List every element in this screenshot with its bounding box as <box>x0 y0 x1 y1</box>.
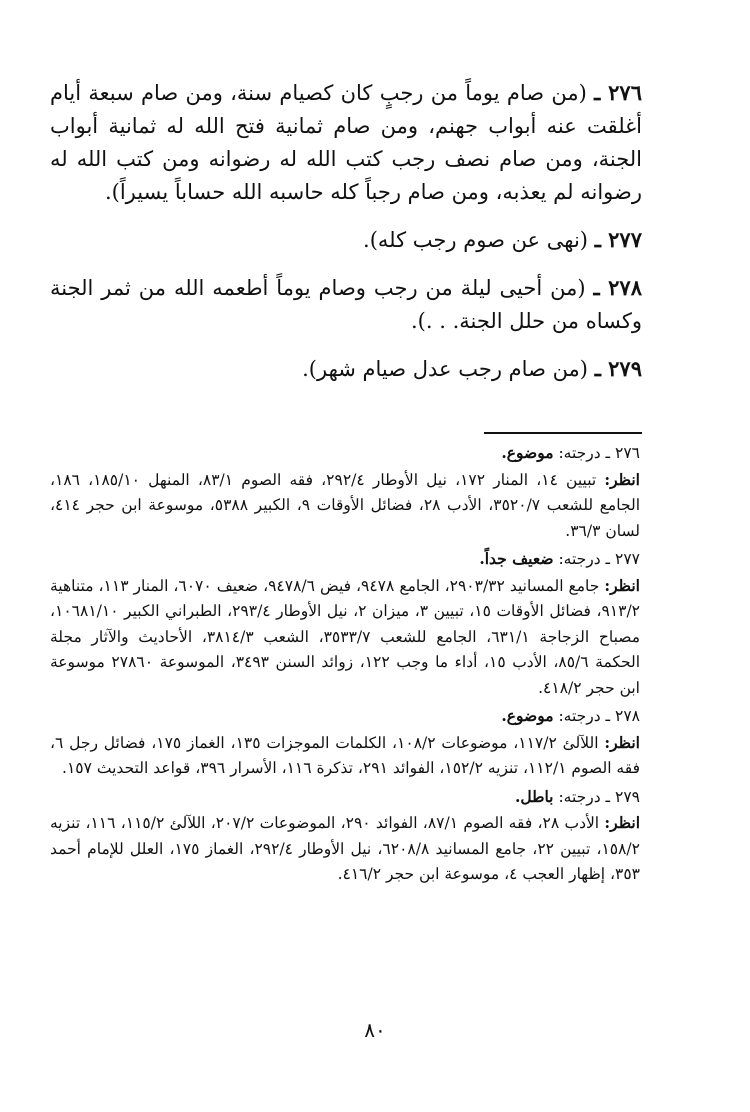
hadith-number: ٢٧٩ ـ <box>594 356 642 381</box>
footnote-references <box>50 810 640 888</box>
footnote-label: ٢٧٧ ـ درجته: <box>558 550 640 568</box>
footnote-label: ٢٧٨ ـ درجته: <box>558 707 640 725</box>
references-text: اللآلئ ١١٧/٢، موضوعات ١٠٨/٢، الكلمات الموجزات ١٣٥، الغماز ١٧٥، فضائل رجل ٦، فقه الصوم ١١٢/١، تنزيه ١٥٢/٢، الفوائد ٢٩١، تذكرة ١١٦، الأسرار ٣٩٦، قواعد التحديث ١٥٧. <box>50 733 640 777</box>
footnotes <box>50 440 640 890</box>
see-label: انظر: <box>604 575 640 595</box>
page-number: ٨٠ <box>364 1018 386 1042</box>
footnote-heading <box>50 703 640 730</box>
footnote-heading <box>50 546 640 573</box>
footnote-276 <box>50 440 640 544</box>
footnote-grade: ضعيف جداً. <box>479 549 554 568</box>
footnote-label: ٢٧٩ ـ درجته: <box>558 787 640 806</box>
hadith-number: ٢٧٨ ـ <box>593 275 642 300</box>
footnote-278 <box>50 703 640 782</box>
footnote-label: ٢٧٦ ـ درجته: <box>558 444 640 462</box>
footnote-grade: موضوع. <box>501 706 554 725</box>
hadith-278 <box>50 271 642 338</box>
see-label: انظر: <box>604 813 641 832</box>
hadith-number: ٢٧٧ ـ <box>594 227 642 252</box>
footnote-heading <box>50 784 640 811</box>
references-text: الأدب ٢٨، فقه الصوم ٨٧/١، الفوائد ٢٩٠، الموضوعات ٢٠٧/٢، اللآلئ ١١٥/٢، ١١٦، تنزيه ١٥٨/٢، تبيين ٢٢، جامع المسانيد ٦٢٠٨/٨، نيل الأوطار ٢٩٢/٤، الغماز ١٧٥، العلل للإمام أحمد ٣٥٣، إظهار العجب ٤، موسوعة ابن حجر ٤١٦/٢. <box>50 814 640 883</box>
hadith-text: (من أحيى ليلة من رجب وصام يوماً أطعمه الله من ثمر الجنة وكساه من حلل الجنة. . .). <box>50 276 642 333</box>
footnote-divider <box>484 432 642 434</box>
references-text: جامع المسانيد ٢٩٠٣/٣٢، الجامع ٩٤٧٨، فيض ٩٤٧٨/٦، ضعيف ٦٠٧٠، المنار ١١٣، متناهية ٩١٣/٢، فضائل الأوقات ١٥، تبيين ٣، ميزان ٢، نيل الأوطار ٢٩٣/٤، الطبراني الكبير ١٠٦٨١/١٠، مصباح الزجاجة ٦٣١/١، الجامع للشعب ٣٥٣٣/٧، الشعب ٣٨١٤/٣، الأحاديث والآثار مجلة الحكمة ٨٥/٦، الأدب ١٥، أداء ما وجب ١٢٢، زوائد السنن ٣٤٩٣، الموسوعة ٢٧٨٦٠ موسوعة ابن حجر ٤١٨/٢. <box>50 576 641 697</box>
footnote-277 <box>50 546 640 701</box>
footnote-references <box>50 573 640 702</box>
see-label: انظر: <box>604 469 640 489</box>
hadith-277 <box>50 223 642 257</box>
footnote-references <box>50 467 640 545</box>
footnote-references <box>50 730 640 782</box>
main-text <box>50 76 642 400</box>
footnote-279 <box>50 784 640 888</box>
see-label: انظر: <box>604 732 640 752</box>
hadith-number: ٢٧٦ ـ <box>594 80 642 105</box>
footnote-grade: موضوع. <box>501 443 554 462</box>
hadith-276 <box>50 76 642 209</box>
hadith-text: (من صام يوماً من رجبٍ كان كصيام سنة، ومن صام سبعة أيام أغلقت عنه أبواب جهنم، ومن صام ثمانية فتح الله له ثمانية أبواب الجنة، ومن صام نصف رجب كتب الله له رضوانه ومن كتب الله له رضوانه لم يعذبه، ومن صام رجباً كله حاسبه الله حساباً يسيراً). <box>50 81 642 204</box>
hadith-279 <box>50 352 642 386</box>
footnote-heading <box>50 440 640 467</box>
footnote-grade: باطل. <box>514 786 554 806</box>
hadith-text: (من صام رجب عدل صيام شهر). <box>302 357 588 381</box>
references-text: تبيين ١٤، المنار ١٧٢، نيل الأوطار ٢٩٢/٤، فقه الصوم ٨٣/١، المنهل ١٨٥/١٠، ١٨٦، الجامع للشعب ٣٥٢٠/٧، الأدب ٢٨، فضائل الأوقات ٩، الكبير ٥٣٨٨، موسوعة ابن حجر ٤١٤، لسان ٣٦/٣. <box>50 470 640 540</box>
hadith-text: (نهى عن صوم رجب كله). <box>363 228 588 252</box>
